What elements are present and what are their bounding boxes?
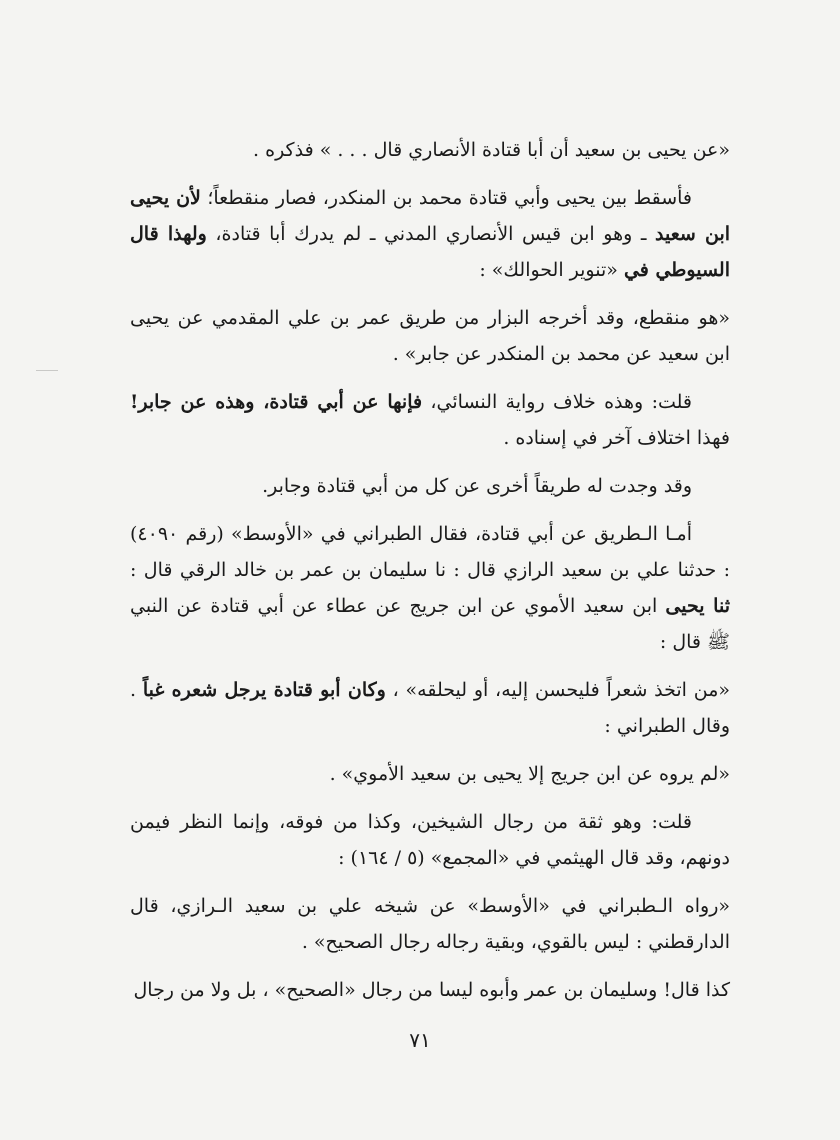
bold-text-run: وكان أبو قتادة يرجل شعره غباً — [142, 679, 386, 701]
paragraph — [130, 468, 730, 504]
text-run: وقد وجدت له طريقاً أخرى عن كل من أبي قتادة وجابر. — [262, 475, 692, 497]
text-run: «رواه الـطبراني في «الأوسط» عن شيخه علي بن سعيد الـرازي، قال الدارقطني : ليس بالقوي، وبقية رجاله رجال الصحيح» . — [130, 895, 730, 953]
text-run: «لم يروه عن ابن جريج إلا يحيى بن سعيد الأموي» . — [329, 763, 730, 785]
paragraph — [130, 756, 730, 792]
text-run: كذا قال! وسليمان بن عمر وأبوه ليسا من رجال «الصحيح» ، بل ولا من رجال — [133, 979, 730, 1001]
paragraph — [130, 132, 730, 168]
text-run: ابن سعيد الأموي عن ابن جريج عن عطاء عن أبي قتادة عن النبي ﷺ قال : — [130, 595, 730, 653]
text-run: «هو منقطع، وقد أخرجه البزار من طريق عمر بن علي المقدمي عن يحيى ابن سعيد عن محمد بن المنكدر عن جابر» . — [130, 307, 730, 365]
paragraph — [130, 384, 730, 456]
paragraph — [130, 972, 730, 1008]
bold-text-run: فإنها عن أبي قتادة، وهذه عن جابر! — [130, 391, 423, 413]
text-run: قلت: وهو ثقة من رجال الشيخين، وكذا من فوقه، وإنما النظر فيمن دونهم، وقد قال الهيثمي في «المجمع» (٥ / ١٦٤) : — [130, 811, 730, 869]
text-run: ـ وهو ابن قيس الأنصاري المدني ـ لم يدرك أبا قتادة، — [206, 223, 656, 245]
paragraph — [130, 180, 730, 288]
page-number: ٧١ — [409, 1028, 431, 1052]
text-run: فأسقط بين يحيى وأبي قتادة محمد بن المنكدر، فصار منقطعاً؛ — [200, 187, 692, 209]
text-run: «من اتخذ شعراً فليحسن إليه، أو ليحلقه» ، — [385, 679, 730, 701]
text-run: فهذا اختلاف آخر في إسناده . — [503, 427, 730, 449]
text-run: «تنوير الحوالك» : — [479, 259, 624, 281]
paragraph — [130, 300, 730, 372]
paragraph — [130, 888, 730, 960]
text-run: قلت: وهذه خلاف رواية النسائي، — [422, 391, 692, 413]
bold-text-run: لأن يحيى ابن سعيد — [130, 187, 731, 245]
paragraph — [130, 804, 730, 876]
margin-mark — [36, 370, 58, 371]
bold-text-run: ثنا يحيى — [665, 595, 730, 617]
body-text — [130, 132, 730, 1020]
bold-text-run: ولهذا قال السيوطي في — [130, 223, 730, 281]
paragraph — [130, 672, 730, 744]
text-run: . وقال الطبراني : — [130, 679, 730, 737]
text-run: «عن يحيى بن سعيد أن أبا قتادة الأنصاري قال . . . » فذكره . — [253, 139, 730, 161]
paragraph — [130, 516, 730, 660]
text-run: أمـا الـطريق عن أبي قتادة، فقال الطبراني في «الأوسط» (رقم ٤٠٩٠) : حدثنا علي بن سعيد الرازي قال : نا سليمان بن عمر بن خالد الرقي قال : — [130, 523, 730, 581]
